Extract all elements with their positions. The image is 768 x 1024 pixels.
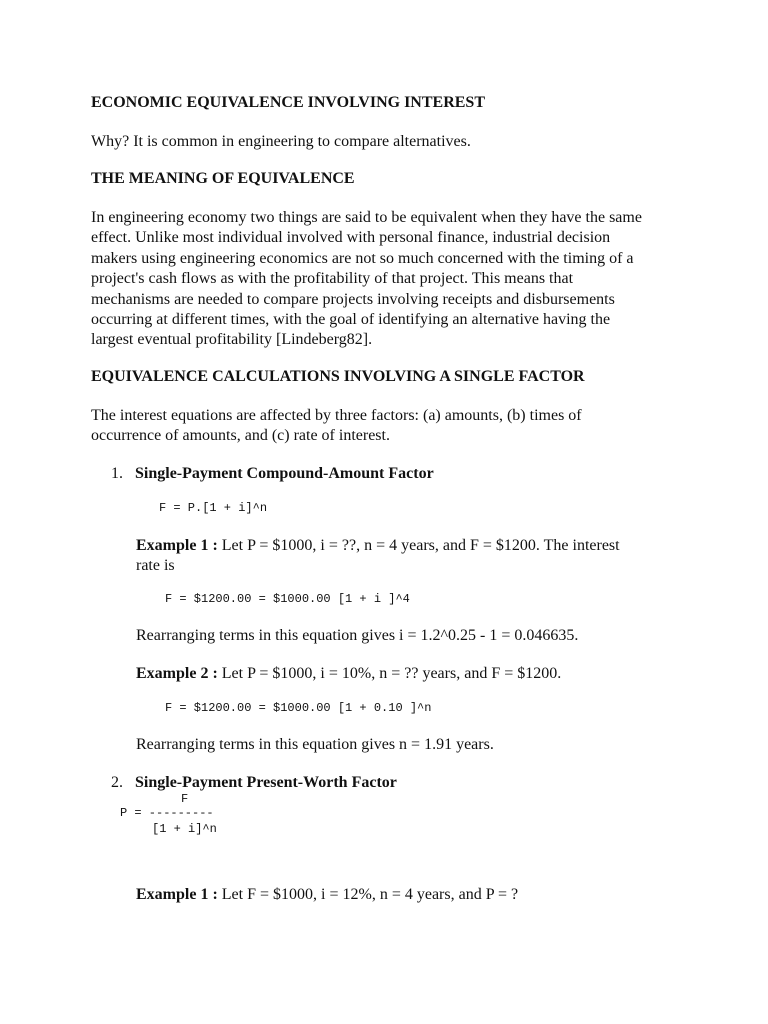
meaning-line: makers using engineering economics are not so much concerned with the timing of a [91, 249, 634, 267]
meaning-paragraph [91, 208, 691, 351]
meaning-line: largest eventual profitability [Lindeberg82]. [91, 331, 373, 349]
example-text-cont: rate is [136, 557, 175, 575]
list-number: 1. [111, 465, 123, 482]
present-worth-numerator: F [181, 792, 189, 806]
example1-result: Rearranging terms in this equation gives i = 1.2^0.25 - 1 = 0.046635. [136, 627, 579, 644]
example-text: Let P = $1000, i = ??, n = 4 years, and F = $1200. The interest [217, 537, 620, 554]
present-worth-denominator: [1 + i]^n [152, 822, 217, 836]
example-text: Let P = $1000, i = 10%, n = ?? years, and F = $1200. [217, 665, 562, 682]
heading-economic-equivalence: ECONOMIC EQUIVALENCE INVOLVING INTEREST [91, 94, 485, 111]
factors-line: occurrence of amounts, and (c) rate of interest. [91, 427, 390, 445]
item1-example2 [136, 664, 561, 684]
heading-meaning-of-equivalence: THE MEANING OF EQUIVALENCE [91, 170, 355, 187]
example-text: Let F = $1000, i = 12%, n = 4 years, and P = ? [217, 886, 519, 903]
example-label: Example 2 : [136, 665, 218, 682]
example2-result: Rearranging terms in this equation gives n = 1.91 years. [136, 736, 494, 753]
example1-formula: F = $1200.00 = $1000.00 [1 + i ]^4 [165, 592, 410, 606]
compound-amount-formula: F = P.[1 + i]^n [159, 501, 268, 515]
present-worth-fraction-line: P = --------- [120, 806, 214, 820]
meaning-line: In engineering economy two things are said to be equivalent when they have the same [91, 209, 642, 226]
heading-equivalence-calculations: EQUIVALENCE CALCULATIONS INVOLVING A SINGLE FACTOR [91, 368, 585, 385]
meaning-line: project's cash flows as with the profitability of that project. This means that [91, 270, 574, 288]
item-title: Single-Payment Present-Worth Factor [135, 774, 397, 791]
list-item-2-title-row [111, 773, 397, 793]
meaning-line: mechanisms are needed to compare projects involving receipts and disbursements [91, 290, 615, 308]
meaning-line: occurring at different times, with the goal of identifying an alternative having the [91, 311, 611, 329]
factors-line: The interest equations are affected by three factors: (a) amounts, (b) times of [91, 407, 582, 424]
item-title: Single-Payment Compound-Amount Factor [135, 465, 434, 482]
example-label: Example 1 : [136, 537, 218, 554]
example-label: Example 1 : [136, 886, 218, 903]
list-item-1-title-row [111, 464, 434, 484]
item1-example1 [136, 536, 676, 577]
factors-paragraph [91, 406, 691, 447]
item2-example1 [136, 885, 518, 905]
intro-text: Why? It is common in engineering to compare alternatives. [91, 133, 471, 150]
list-number: 2. [111, 774, 123, 791]
example2-formula: F = $1200.00 = $1000.00 [1 + 0.10 ]^n [165, 701, 432, 715]
meaning-line: effect. Unlike most individual involved with personal finance, industrial decision [91, 229, 611, 247]
